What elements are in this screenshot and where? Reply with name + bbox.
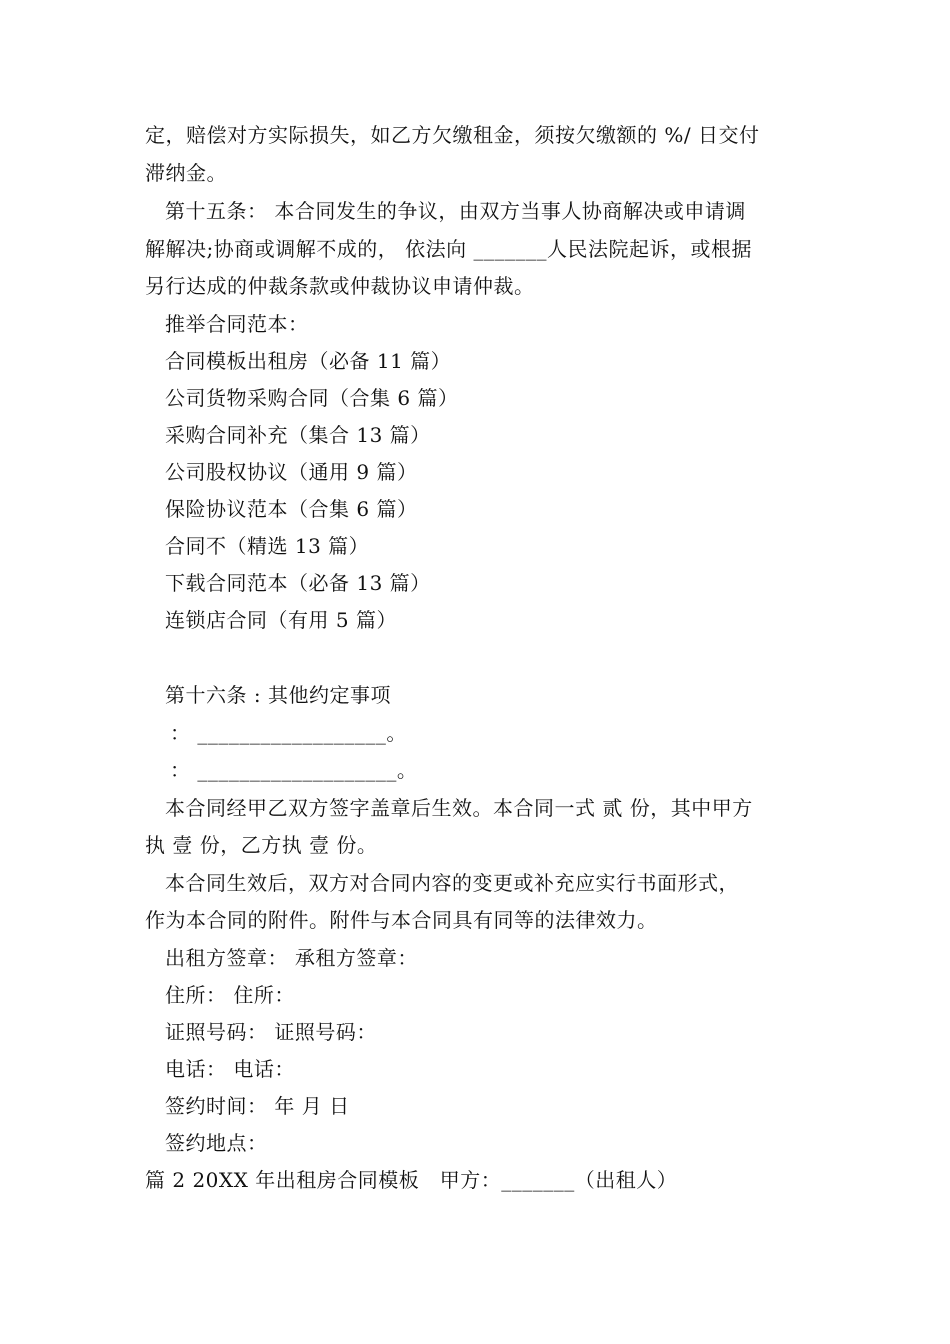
address-field: 住所： 住所： (165, 983, 295, 1007)
recommend-item: 公司股权协议（通用 9 篇） (165, 460, 418, 484)
recommend-heading: 推举合同范本： (165, 312, 309, 336)
paragraph-line: 作为本合同的附件。附件与本合同具有同等的法律效力。 (145, 908, 658, 932)
license-field: 证照号码： 证照号码： (165, 1020, 377, 1044)
phone-field: 电话： 电话： (165, 1057, 295, 1081)
paragraph-line: 本合同生效后，双方对合同内容的变更或补充应实行书面形式， (165, 871, 739, 895)
section-title-line: 篇 2 20XX 年出租房合同模板 甲方：_______（出租人） (145, 1168, 678, 1192)
paragraph-line: 执 壹 份，乙方执 壹 份。 (145, 833, 378, 857)
recommend-item: 合同模板出租房（必备 11 篇） (165, 349, 452, 373)
recommend-item: 公司货物采购合同（合集 6 篇） (165, 386, 459, 410)
paragraph-line: 本合同经甲乙双方签字盖章后生效。本合同一式 贰 份，其中甲方 (165, 796, 753, 820)
sign-date-field: 签约时间： 年 月 日 (165, 1094, 350, 1118)
blank-line: ： __________________。 (170, 721, 407, 745)
sign-place-field: 签约地点： (165, 1131, 268, 1155)
recommend-item: 下载合同范本（必备 13 篇） (165, 571, 431, 595)
blank-line: ： ___________________。 (170, 758, 418, 782)
paragraph-line: 解解决;协商或调解不成的， 依法向 _______人民法院起诉，或根据 (145, 237, 752, 261)
paragraph-line: 另行达成的仲裁条款或仲裁协议申请仲裁。 (145, 274, 535, 298)
article-16-heading: 第十六条 : 其他约定事项 (165, 683, 391, 707)
recommend-item: 保险协议范本（合集 6 篇） (165, 497, 418, 521)
signature-field: 出租方签章： 承租方签章： (165, 946, 418, 970)
paragraph-line: 定，赔偿对方实际损失，如乙方欠缴租金，须按欠缴额的 %/ 日交付 (145, 123, 760, 147)
article-15-line: 第十五条： 本合同发生的争议，由双方当事人协商解决或申请调 (165, 199, 746, 223)
recommend-item: 合同不（精选 13 篇） (165, 534, 370, 558)
recommend-item: 采购合同补充（集合 13 篇） (165, 423, 431, 447)
recommend-item: 连锁店合同（有用 5 篇） (165, 608, 397, 632)
paragraph-line: 滞纳金。 (145, 161, 227, 185)
